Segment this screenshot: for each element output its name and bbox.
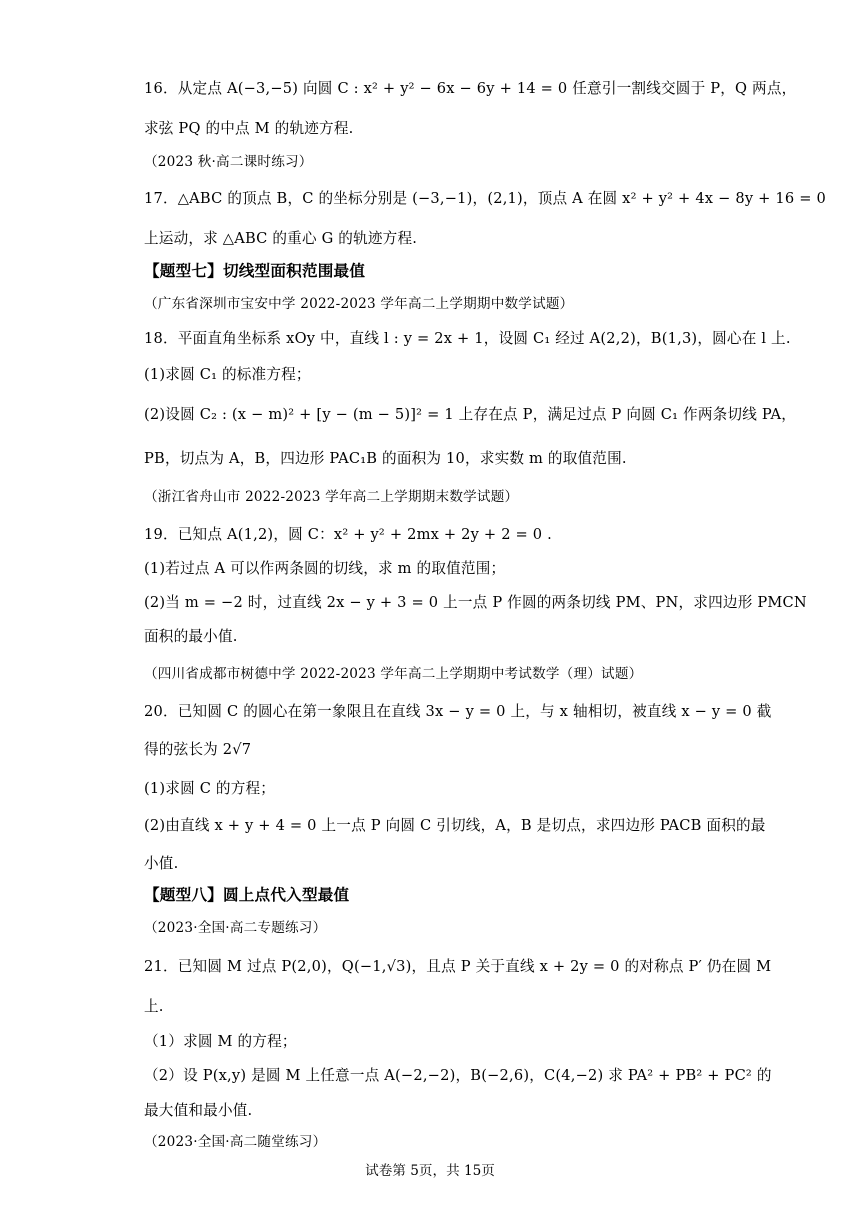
q18-line-1: 18．平面直角坐标系 xOy 中，直线 l : y = 2x + 1，设圆 C₁ 经过 A(2,2)，B(1,3)，圆心在 l 上. bbox=[144, 330, 791, 347]
q19-part-2: (2)当 m = −2 时，过直线 2x − y + 3 = 0 上一点 P 作圆的两条切线 PM、PN，求四边形 PMCN bbox=[144, 594, 807, 611]
q21-line-2: 上. bbox=[144, 998, 164, 1015]
q18-part-2: (2)设圆 C₂ : (x − m)² + [y − (m − 5)]² = 1 上存在点 P，满足过点 P 向圆 C₁ 作两条切线 PA， bbox=[144, 406, 797, 423]
source-note: （浙江省舟山市 2022-2023 学年高二上学期期末数学试题） bbox=[144, 489, 519, 505]
q16-line-1: 16．从定点 A(−3,−5) 向圆 C : x² + y² − 6x − 6y + 14 = 0 任意引一割线交圆于 P，Q 两点， bbox=[144, 80, 797, 97]
q19-part-1: (1)若过点 A 可以作两条圆的切线，求 m 的取值范围； bbox=[144, 560, 506, 577]
q21-part-2: （2）设 P(x,y) 是圆 M 上任意一点 A(−2,−2)，B(−2,6)，C(4,−2) 求 PA² + PB² + PC² 的 bbox=[144, 1067, 772, 1084]
source-note: （广东省深圳市宝安中学 2022-2023 学年高二上学期期中数学试题） bbox=[144, 296, 574, 312]
q18-part-1: (1)求圆 C₁ 的标准方程； bbox=[144, 366, 311, 383]
page-footer: 试卷第 5页，共 15页 bbox=[365, 1163, 495, 1179]
q21-line-1: 21．已知圆 M 过点 P(2,0)，Q(−1,√3)，且点 P 关于直线 x + 2y = 0 的对称点 P′ 仍在圆 M bbox=[144, 958, 772, 975]
q20-part-1: (1)求圆 C 的方程； bbox=[144, 780, 276, 797]
q20-line-1: 20．已知圆 C 的圆心在第一象限且在直线 3x − y = 0 上，与 x 轴相切，被直线 x − y = 0 截 bbox=[144, 703, 772, 720]
source-note: （四川省成都市树德中学 2022-2023 学年高二上学期期中考试数学（理）试题） bbox=[144, 666, 643, 682]
q21-part-2-cont: 最大值和最小值. bbox=[144, 1102, 253, 1119]
q17-line-2: 上运动，求 △ABC 的重心 G 的轨迹方程. bbox=[144, 230, 418, 247]
q18-part-2-cont: PB，切点为 A，B，四边形 PAC₁B 的面积为 10，求实数 m 的取值范围. bbox=[144, 450, 627, 467]
q21-part-1: （1）求圆 M 的方程； bbox=[144, 1033, 297, 1050]
q17-line-1: 17．△ABC 的顶点 B，C 的坐标分别是 (−3,−1)，(2,1)，顶点 A 在圆 x² + y² + 4x − 8y + 16 = 0 bbox=[144, 190, 826, 207]
section-heading-8: 【题型八】圆上点代入型最值 bbox=[144, 886, 350, 904]
q20-line-2: 得的弦长为 2√7 bbox=[144, 741, 252, 758]
q19-part-2-cont: 面积的最小值. bbox=[144, 628, 238, 645]
q20-part-2-cont: 小值. bbox=[144, 855, 179, 872]
q20-part-2: (2)由直线 x + y + 4 = 0 上一点 P 向圆 C 引切线，A，B 是切点，求四边形 PACB 面积的最 bbox=[144, 817, 766, 834]
q16-line-2: 求弦 PQ 的中点 M 的轨迹方程. bbox=[144, 120, 354, 137]
source-note: （2023 秋·高二课时练习） bbox=[144, 154, 313, 170]
source-note: （2023·全国·高二随堂练习） bbox=[144, 1134, 327, 1150]
section-heading-7: 【题型七】切线型面积范围最值 bbox=[144, 262, 366, 280]
source-note: （2023·全国·高二专题练习） bbox=[144, 920, 327, 936]
q19-line-1: 19．已知点 A(1,2)，圆 C：x² + y² + 2mx + 2y + 2 = 0 . bbox=[144, 526, 552, 543]
